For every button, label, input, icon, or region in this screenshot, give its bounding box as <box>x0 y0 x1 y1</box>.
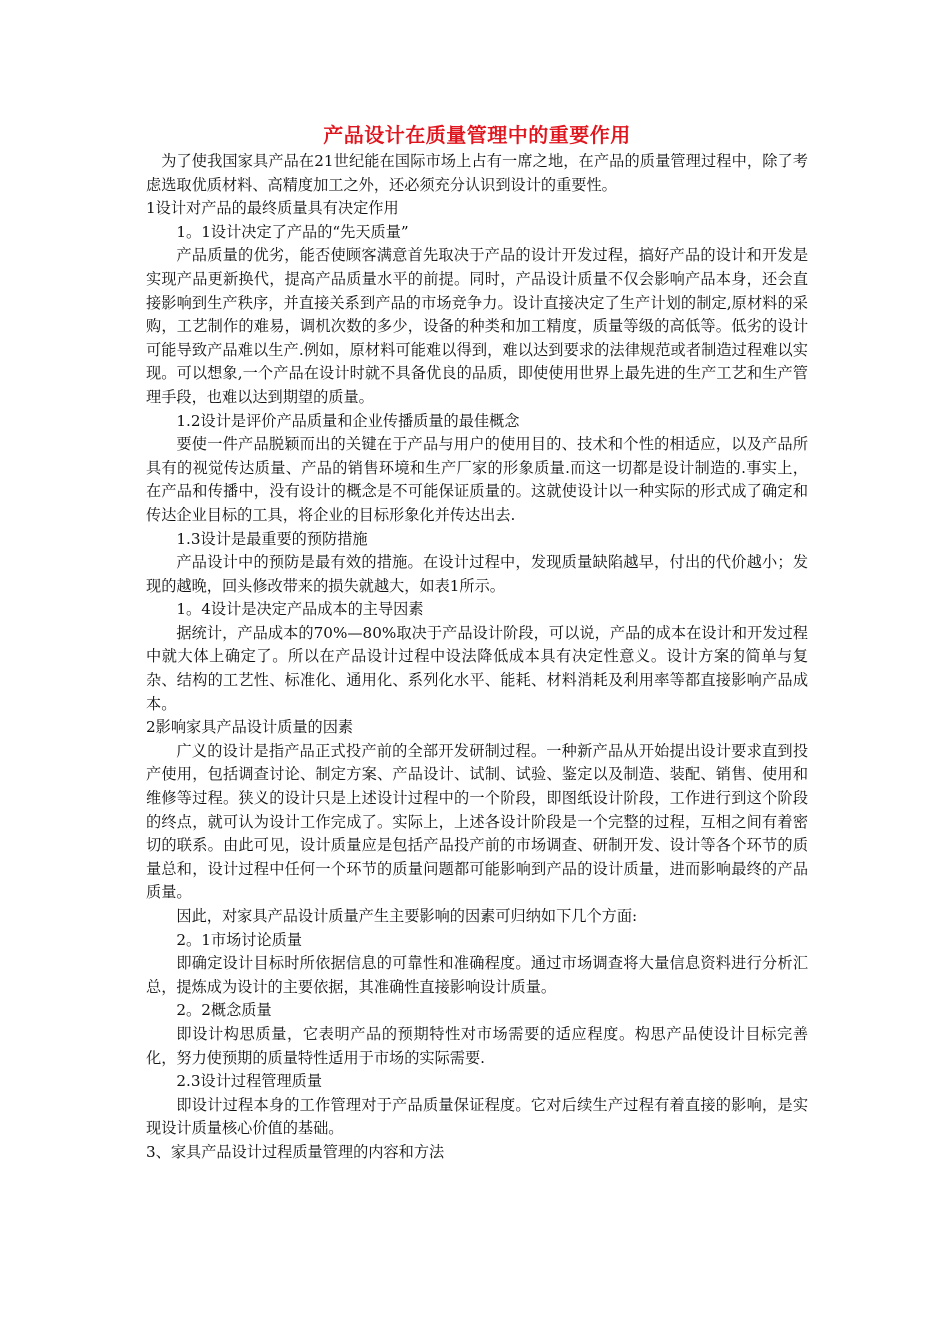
section-2-paragraph-1: 广义的设计是指产品正式投产前的全部开发研制过程。一种新产品从开始提出设计要求直到投产使用，包括调查讨论、制定方案、产品设计、试制、试验、鉴定以及制造、装配、销售、使用和维修等过程。狭义的设计只是上述设计过程中的一个阶段，即图纸设计阶段，工作进行到这个阶段的终点，就可认为设计工作完成了。实际上，上述各设计阶段是一个完整的过程，互相之间有着密切的联系。由此可见，设计质量应是包括产品投产前的市场调查、研制开发、设计等各个环节的质量总和，设计过程中任何一个环节的质量问题都可能影响到产品的设计质量，进而影响最终的产品质量。 <box>146 741 808 902</box>
section-1-3-heading: 1.3设计是最重要的预防措施 <box>176 529 368 548</box>
section-1-3-paragraph: 产品设计中的预防是最有效的措施。在设计过程中，发现质量缺陷越早，付出的代价越小；发现的越晚，回头修改带来的损失就越大，如表1所示。 <box>146 553 808 595</box>
section-1-4-heading: 1。4设计是决定产品成本的主导因素 <box>176 600 424 619</box>
section-2-3-heading: 2.3设计过程管理质量 <box>176 1072 323 1091</box>
section-2-1-paragraph: 即确定设计目标时所依据信息的可靠性和准确程度。通过市场调查将大量信息资料进行分析汇总，提炼成为设计的主要依据，其准确性直接影响设计质量。 <box>146 954 808 996</box>
section-2-1-heading: 2。1市场讨论质量 <box>176 930 303 949</box>
intro-paragraph: 为了使我国家具产品在21世纪能在国际市场上占有一席之地，在产品的质量管理过程中，除了考虑选取优质材料、高精度加工之外，还必须充分认识到设计的重要性。 <box>146 152 808 194</box>
section-1-1-heading: 1。1设计决定了产品的“先天质量” <box>176 222 409 241</box>
section-3-heading: 3、家具产品设计过程质量管理的内容和方法 <box>146 1142 445 1161</box>
section-1-1-paragraph: 产品质量的优劣，能否使顾客满意首先取决于产品的设计开发过程，搞好产品的设计和开发是实现产品更新换代，提高产品质量水平的前提。同时，产品设计质量不仅会影响产品本身，还会直接影响到生产秩序，并直接关系到产品的市场竞争力。设计直接决定了生产计划的制定,原材料的采购，工艺制作的难易，调机次数的多少，设备的种类和加工精度，质量等级的高低等。低劣的设计可能导致产品难以生产.例如，原材料可能难以得到，难以达到要求的法律规范或者制造过程难以实现。可以想象,一个产品在设计时就不具备优良的品质，即使使用世界上最先进的生产工艺和生产管理手段，也难以达到期望的质量。 <box>146 246 808 406</box>
section-1-2-heading: 1.2设计是评价产品质量和企业传播质量的最佳概念 <box>176 411 520 430</box>
section-2-2-paragraph: 即设计构思质量，它表明产品的预期特性对市场需要的适应程度。构思产品使设计目标完善化，努力使预期的质量特性适用于市场的实际需要. <box>146 1024 808 1067</box>
document-page <box>146 120 808 1165</box>
section-1-2-paragraph: 要使一件产品脱颖而出的关键在于产品与用户的使用目的、技术和个性的相适应，以及产品所具有的视觉传达质量、产品的销售环境和生产厂家的形象质量.而这一切都是设计制造的.事实上，在产品和传播中，没有设计的概念是不可能保证质量的。这就使设计以一种实际的形式成了确定和传达企业目标的工具，将企业的目标形象化并传达出去. <box>146 435 808 524</box>
section-1-4-paragraph: 据统计，产品成本的70%—80%取决于产品设计阶段，可以说，产品的成本在设计和开发过程中就大体上确定了。所以在产品设计过程中设法降低成本具有决定性意义。设计方案的简单与复杂、结构的工艺性、标准化、通用化、系列化水平、能耗、材料消耗及利用率等都直接影响产品成本。 <box>146 623 808 713</box>
section-2-heading: 2影响家具产品设计质量的因素 <box>146 718 354 737</box>
section-2-3-paragraph: 即设计过程本身的工作管理对于产品质量保证程度。它对后续生产过程有着直接的影响，是实现设计质量核心价值的基础。 <box>146 1095 808 1138</box>
section-1-heading: 1设计对产品的最终质量具有决定作用 <box>146 199 399 218</box>
section-2-2-heading: 2。2概念质量 <box>176 1001 272 1020</box>
document-title: 产品设计在质量管理中的重要作用 <box>323 123 631 147</box>
section-2-paragraph-2: 因此，对家具产品设计质量产生主要影响的因素可归纳如下几个方面: <box>176 907 638 925</box>
